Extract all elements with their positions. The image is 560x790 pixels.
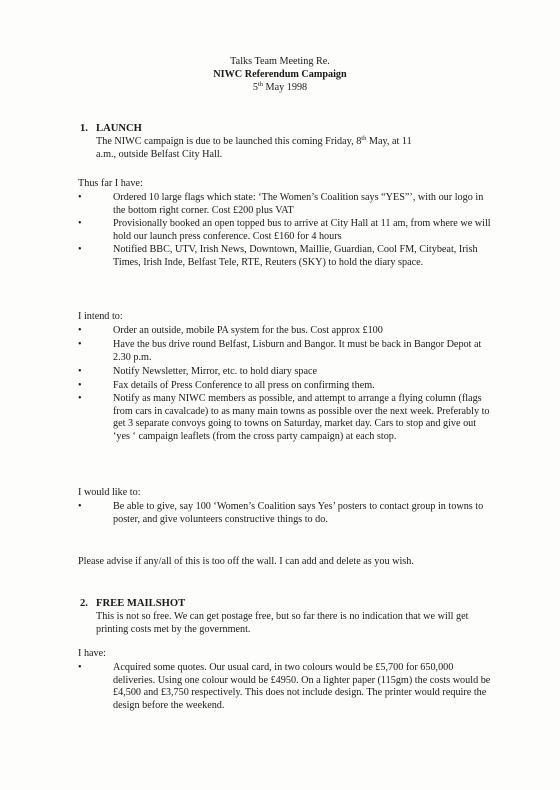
bullet-icon: • xyxy=(78,366,82,377)
section-2-intro: This is not so free. We can get postage free, but so far there is no indication that we will get printing costs met by the government. xyxy=(96,611,469,635)
bullet-icon: • xyxy=(78,244,82,255)
done-item: Provisionally booked an open topped bus to arrive at City Hall at 11 am, from where we will hold our launch press conference. Cost £160 for 4 hours xyxy=(113,218,491,242)
section-2-number: 2. xyxy=(80,598,88,609)
i-have-heading: I have: xyxy=(78,648,107,659)
intend-item: Have the bus drive round Belfast, Lisburn and Bangor. It must be back in Bangor Depot at 2.30 p.m. xyxy=(113,339,482,363)
done-item: Ordered 10 large flags which state: ‘The Women’s Coalition says “YES”’, with our logo in the bottom right corner. Cost £200 plus VAT xyxy=(113,192,484,216)
bullet-icon: • xyxy=(78,662,82,673)
bullet-icon: • xyxy=(78,501,82,512)
intend-item: Fax details of Press Conference to all press on confirming them. xyxy=(113,380,375,391)
meeting-header: Talks Team Meeting Re. xyxy=(230,56,330,67)
mailshot-item: Acquired some quotes. Our usual card, in two colours would be £5,700 for 650,000 deliveries. Using one colour would be £4950. On a lighter paper (115gm) the costs would be £4,500 and £3,750 respectively. This does not include design. The printer would require the design before the weekend. xyxy=(113,662,491,711)
done-item: Notified BBC, UTV, Irish News, Downtown, Maillie, Guardian, Cool FM, Citybeat, Irish Times, Irish Inde, Belfast Tele, RTE, Reuters (SKY) to hold the diary space. xyxy=(113,244,478,268)
advise-note: Please advise if any/all of this is too off the wall. I can add and delete as you wish. xyxy=(78,556,414,567)
intend-item: Notify as many NIWC members as possible, and attempt to arrange a flying column (flags from cars in cavalcade) to as many main towns as possible over the next week. Preferably to get 3 separate convoys going to towns on Saturday, market day. Cars to stop and give out ‘yes ‘ campaign leaflets (from the cross party campaign) at each stop. xyxy=(113,393,490,442)
intend-item: Notify Newsletter, Mirror, etc. to hold diary space xyxy=(113,366,318,377)
section-1-number: 1. xyxy=(80,123,88,134)
thus-far-heading: Thus far I have: xyxy=(78,178,143,189)
intend-to-heading: I intend to: xyxy=(78,311,123,322)
campaign-title: NIWC Referendum Campaign xyxy=(213,69,347,80)
bullet-icon: • xyxy=(78,380,82,391)
like-item: Be able to give, say 100 ‘Women’s Coalition says Yes’ posters to contact group in towns to poster, and give volunteers constructive things to do. xyxy=(113,501,484,525)
bullet-icon: • xyxy=(78,393,82,404)
bullet-icon: • xyxy=(78,325,82,336)
section-1-intro-cont: a.m., outside Belfast City Hall. xyxy=(96,149,223,160)
section-1-intro: The NIWC campaign is due to be launched this coming Friday, 8th May, at 11 xyxy=(96,135,412,147)
section-1-title: LAUNCH xyxy=(96,123,142,134)
would-like-heading: I would like to: xyxy=(78,487,141,498)
meeting-date: 5th May 1998 xyxy=(252,81,308,93)
bullet-icon: • xyxy=(78,339,82,350)
section-2-title: FREE MAILSHOT xyxy=(96,598,186,609)
bullet-icon: • xyxy=(78,192,82,203)
bullet-icon: • xyxy=(78,218,82,229)
intend-item: Order an outside, mobile PA system for the bus. Cost approx £100 xyxy=(113,325,383,336)
